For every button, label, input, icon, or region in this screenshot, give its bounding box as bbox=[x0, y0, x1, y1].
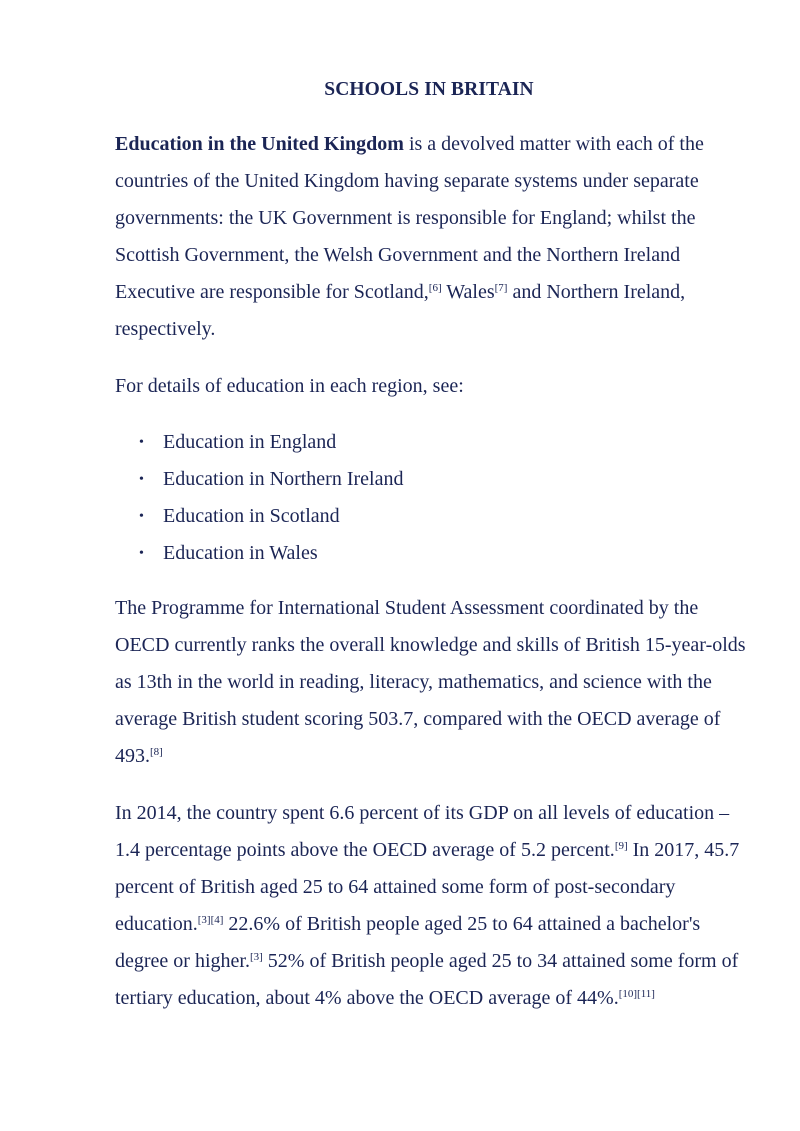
spending-paragraph bbox=[115, 795, 755, 1017]
list-item-scotland bbox=[115, 498, 755, 535]
list-item-wales bbox=[115, 535, 755, 572]
link-education-northern-ireland[interactable]: Education in Northern Ireland bbox=[163, 468, 404, 490]
spending-text-1: In 2014, the country spent 6.6 percent of its GDP on all levels of education – 1.4 percentage points above the OECD average of 5.2 percent. bbox=[115, 802, 730, 861]
bullet-icon: • bbox=[139, 546, 144, 561]
region-list bbox=[115, 424, 755, 572]
citation-9[interactable]: [9] bbox=[614, 840, 628, 852]
spending-text-2: In 2017, 45.7 percent of British aged 25 to 64 attained some form of post-secondary education. bbox=[115, 839, 740, 935]
pisa-paragraph bbox=[115, 590, 755, 775]
citation-3[interactable]: [3] bbox=[249, 951, 263, 963]
intro-text-1: is a devolved matter with each of the countries of the United Kingdom having separate systems under separate governments: the UK Government is responsible for England; whilst the Scottish Government, the Welsh Government and the Northern Ireland Executive are responsible for Scotland, bbox=[115, 133, 704, 303]
details-paragraph: For details of education in each region, see: bbox=[115, 375, 464, 397]
citation-6[interactable]: [6] bbox=[428, 282, 442, 294]
list-item-northern-ireland bbox=[115, 461, 755, 498]
link-education-scotland[interactable]: Education in Scotland bbox=[163, 505, 340, 527]
bullet-icon: • bbox=[139, 509, 144, 524]
list-item-england bbox=[115, 424, 755, 461]
spending-text-4: 52% of British people aged 25 to 34 attained some form of tertiary education, about 4% above the OECD average of 44%. bbox=[115, 950, 739, 1009]
spending-text-3: 22.6% of British people aged 25 to 64 attained a bachelor's degree or higher. bbox=[115, 913, 701, 972]
intro-lead: Education in the United Kingdom bbox=[115, 133, 404, 155]
pisa-text-1: The Programme for International Student Assessment coordinated by the OECD currently ranks the overall knowledge and skills of British 15-year-olds as 13th in the world in reading, literacy, mathematics, and science with the average British student scoring 503.7, compared with the OECD average of 493. bbox=[115, 597, 746, 767]
citation-10-11[interactable]: [10][11] bbox=[618, 988, 655, 1000]
intro-text-3: and Northern Ireland, respectively. bbox=[115, 281, 686, 340]
link-education-england[interactable]: Education in England bbox=[163, 431, 337, 453]
bullet-icon: • bbox=[139, 472, 144, 487]
page-title: SCHOOLS IN BRITAIN bbox=[324, 79, 534, 100]
intro-paragraph bbox=[115, 126, 755, 348]
intro-text-2: Wales bbox=[441, 281, 495, 303]
citation-7[interactable]: [7] bbox=[494, 282, 508, 294]
citation-8[interactable]: [8] bbox=[150, 746, 163, 758]
link-education-wales[interactable]: Education in Wales bbox=[163, 542, 318, 564]
bullet-icon: • bbox=[139, 435, 144, 450]
citation-3-4[interactable]: [3][4] bbox=[197, 914, 224, 926]
